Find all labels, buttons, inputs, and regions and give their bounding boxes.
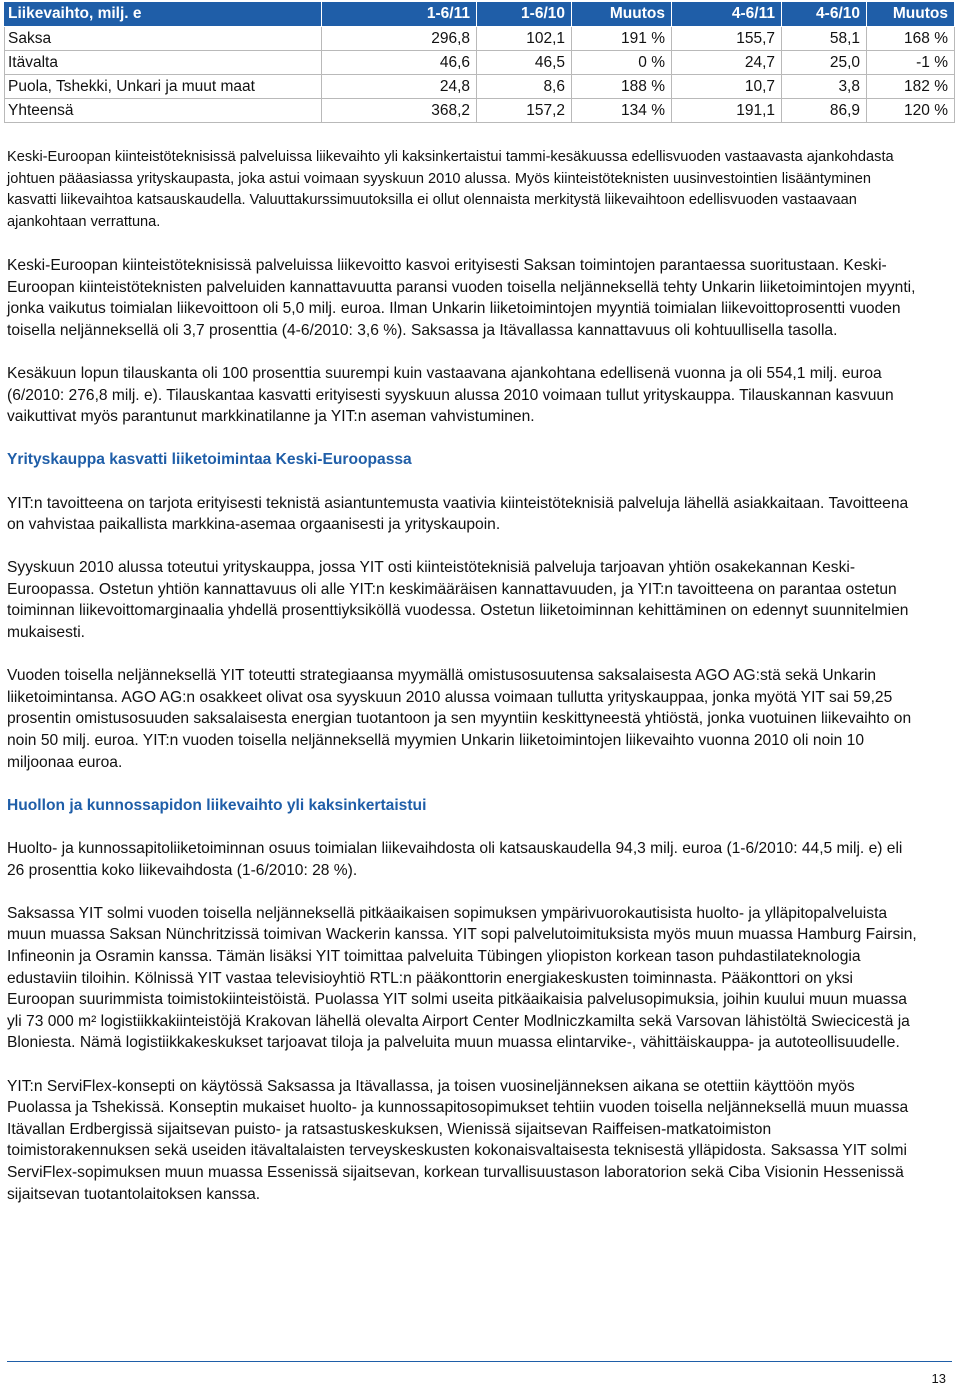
table-header-cell: Liikevaihto, milj. e bbox=[5, 2, 322, 27]
page-number: 13 bbox=[931, 1371, 946, 1386]
paragraph: Saksassa YIT solmi vuoden toisella neljänneksellä pitkäaikaisen sopimuksen ympärivuorokautisista huolto- ja ylläpitopalveluista muun muassa Saksan Nünchritzissä toimivan Wackerin kanssa. YIT sopi palvelutoimituksista myös muun muassa Hamburg Fairsin, Infineonin ja Osramin kanssa. Tämän lisäksi YIT toimittaa palveluita Tübingen yliopiston korkean tason puhdastilateknologia edustaviin tiloihin. Kölnissä YIT vastaa televisioyhtiö RTL:n pääkonttorin energiakeskusten toiminnasta. Pääkonttori on yksi Euroopan suurimmista toimistokiinteistöistä. Puolassa YIT solmi useita pitkäaikaisia palvelusopimuksia, joihin kuului muun muassa yli 73 000 m² logistiikkakiinteistöjä Krakovan lähellä olevalta Airport Center Modlniczkamilta sekä Varsovan lähistöltä Swiecicestä ja Bloniesta. Nämä logistiikkakeskukset tarjoavat tiloja ja palveluita muun muassa elintarvike-, vähittäiskauppa- ja autoteollisuudelle. bbox=[7, 904, 917, 1052]
article-body bbox=[7, 147, 917, 1205]
table-cell: 3,8 bbox=[782, 75, 867, 99]
table-cell: 296,8 bbox=[322, 27, 477, 51]
table-cell: 191 % bbox=[572, 27, 672, 51]
table-cell: 102,1 bbox=[477, 27, 572, 51]
table-cell: 188 % bbox=[572, 75, 672, 99]
table-cell: 10,7 bbox=[672, 75, 782, 99]
table-cell: 24,7 bbox=[672, 51, 782, 75]
table-cell: 155,7 bbox=[672, 27, 782, 51]
paragraph: YIT:n ServiFlex-konsepti on käytössä Saksassa ja Itävallassa, ja toisen vuosineljänneksen aikana se otettiin käyttöön myös Puolassa ja Tshekissä. Konseptin mukaiset huolto- ja kunnossapitosopimukset tehtiin vuoden toisella neljänneksellä muun muassa Itävallan Erdbergissä sijaitsevan puisto- ja ratsastuskeskuksen, Wienissä sijaitsevan Raiffeisen-matkatoimiston toimistorakennuksen sekä useiden itävaltalaisten terveyskeskusten kokonaisvaltaisesta teknisestä ylläpidosta. Saksassa YIT solmi ServiFlex-sopimuksen muun muassa Essenissä sijaitsevan, korkean turvallisuustason laboratorion sekä Ciba Visionin Hessenissä sijaitsevan tuotantolaitoksen kanssa. bbox=[7, 1077, 909, 1203]
table-row bbox=[5, 75, 955, 99]
table-cell: Itävalta bbox=[5, 51, 322, 75]
table-row bbox=[5, 27, 955, 51]
footer-divider bbox=[7, 1361, 952, 1362]
table-cell: 182 % bbox=[867, 75, 955, 99]
table-cell: 134 % bbox=[572, 99, 672, 123]
table-header-cell: Muutos bbox=[572, 2, 672, 27]
paragraph: Kesäkuun lopun tilauskanta oli 100 prosenttia suurempi kuin vastaavana ajankohtana edellisenä vuonna ja oli 554,1 milj. euroa (6/2010: 276,8 milj. e). Tilauskantaa kasvatti erityisesti syyskuun alussa 2010 voimaan tullut yrityskauppa. Tilauskannan kasvuun vaikuttivat myös parantunut markkinatilanne ja YIT:n aseman vahvistuminen. bbox=[7, 364, 894, 426]
table-header-cell: 1-6/10 bbox=[477, 2, 572, 27]
table-cell: 86,9 bbox=[782, 99, 867, 123]
table-cell: Puola, Tshekki, Unkari ja muut maat bbox=[5, 75, 322, 99]
table-cell: 25,0 bbox=[782, 51, 867, 75]
table-row bbox=[5, 99, 955, 123]
table-row bbox=[5, 51, 955, 75]
table-cell: 8,6 bbox=[477, 75, 572, 99]
table-cell: 24,8 bbox=[322, 75, 477, 99]
table-header-row bbox=[5, 2, 955, 27]
table-cell: 368,2 bbox=[322, 99, 477, 123]
table-cell: Yhteensä bbox=[5, 99, 322, 123]
table-header-cell: 4-6/10 bbox=[782, 2, 867, 27]
table-cell: 58,1 bbox=[782, 27, 867, 51]
paragraph: YIT:n tavoitteena on tarjota erityisesti teknistä asiantuntemusta vaativia kiinteistöteknisiä palveluja lähellä asiakkaitaan. Tavoitteena on vahvistaa paikallista markkina-asemaa orgaanisesti ja yrityskaupoin. bbox=[7, 494, 909, 534]
paragraph: Huolto- ja kunnossapitoliiketoiminnan osuus toimialan liikevaihdosta oli katsauskaudella 94,3 milj. euroa (1-6/2010: 44,5 milj. e) eli 26 prosenttia koko liikevaihdosta (1-6/2010: 28 %). bbox=[7, 840, 903, 879]
table-cell: 120 % bbox=[867, 99, 955, 123]
table-cell: 0 % bbox=[572, 51, 672, 75]
table-header-cell: 4-6/11 bbox=[672, 2, 782, 27]
table-cell: 46,5 bbox=[477, 51, 572, 75]
section-heading: Yrityskauppa kasvatti liiketoimintaa Keski-Euroopassa bbox=[7, 451, 412, 469]
table-cell: 157,2 bbox=[477, 99, 572, 123]
table-header-cell: 1-6/11 bbox=[322, 2, 477, 27]
table-header-cell: Muutos bbox=[867, 2, 955, 27]
table-cell: Saksa bbox=[5, 27, 322, 51]
table-cell: 168 % bbox=[867, 27, 955, 51]
paragraph: Syyskuun 2010 alussa toteutui yrityskauppa, jossa YIT osti kiinteistöteknisiä palveluja tarjoavan yhtiön osakekannan Keski-Euroopassa. Ostetun yhtiön kannattavuus oli alle YIT:n keskimääräisen kannattavuuden, ja YIT:n tavoitteena on parantaa ostetun toiminnan liikevoittomarginaalia yhdellä prosenttiyksiköllä vuodessa. Ostetun liiketoiminnan kehittäminen on edennyt suunnitelmien mukaisesti. bbox=[7, 559, 909, 642]
paragraph: Keski-Euroopan kiinteistöteknisissä palveluissa liikevaihto yli kaksinkertaistui tammi-kesäkuussa edellisvuoden vastaavasta ajankohdasta johtuen pääasiassa yrityskaupasta, joka astui voimaan syyskuun 2010 alussa. Myös kiinteistöteknisten uusinvestointien lisääntyminen kasvatti liikevaihtoa katsauskaudella. Valuuttakurssimuutoksilla ei ollut olennaista merkitystä liikevaihtoon edellisvuoden vastaavaan ajankohtaan verrattuna. bbox=[7, 149, 894, 230]
paragraph: Keski-Euroopan kiinteistöteknisissä palveluissa liikevoitto kasvoi erityisesti Saksan toimintojen parantaessa suoritustaan. Keski-Euroopan kiinteistöteknisten palveluiden kannattavuutta paransi vuoden toisella neljänneksellä tehty Unkarin liiketoimintojen myynti, jonka vaikutus toimialan liikevoittoon oli 5,0 milj. euroa. Ilman Unkarin liiketoimintojen myyntiä toimialan liikevoittoprosentti vuoden toisella neljänneksellä oli 3,7 prosenttia (4-6/2010: 3,6 %). Saksassa ja Itävallassa kannattavuus oli kohtuullisella tasolla. bbox=[7, 256, 916, 339]
revenue-commentary bbox=[7, 147, 917, 233]
paragraph: Vuoden toisella neljänneksellä YIT toteutti strategiaansa myymällä omistusosuutensa saksalaisesta AGO AG:stä sekä Unkarin liiketoimintansa. AGO AG:n osakkeet olivat osa syyskuun 2010 alussa voimaan tullutta yrityskauppaa, jonka myötä YIT sai 59,25 prosentin omistusosuuden saksalaisesta energian tuotantoon ja sen myyntiin keskittyneestä yhtiöstä, jonka vuotuinen liikevaihto on noin 50 milj. euroa. YIT:n vuoden toisella neljänneksellä myymien Unkarin liiketoimintojen liikevaihto vuonna 2010 oli noin 10 miljoonaa euroa. bbox=[7, 667, 912, 771]
table-cell: 46,6 bbox=[322, 51, 477, 75]
table-cell: -1 % bbox=[867, 51, 955, 75]
table-cell: 191,1 bbox=[672, 99, 782, 123]
revenue-table bbox=[4, 1, 955, 123]
section-heading: Huollon ja kunnossapidon liikevaihto yli kaksinkertaistui bbox=[7, 796, 427, 814]
